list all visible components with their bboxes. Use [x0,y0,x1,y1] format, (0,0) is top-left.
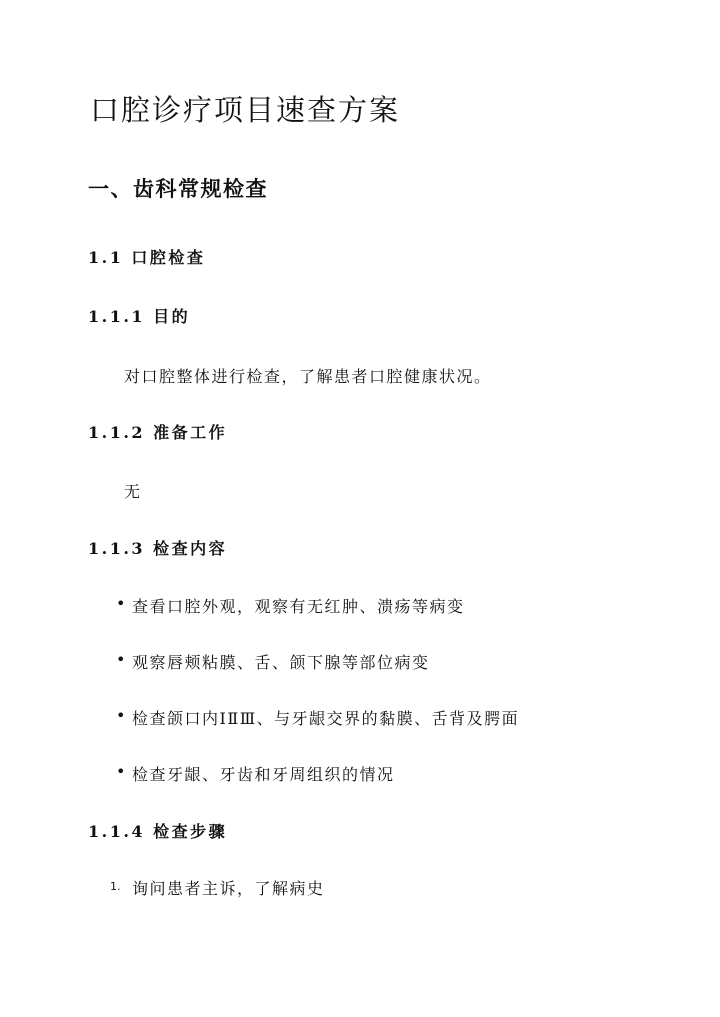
list-item-text: 观察唇颊粘膜、舌、颌下腺等部位病变 [132,653,430,672]
content-heading: 1.1.3 检查内容 [88,539,228,558]
bullet-marker: • [116,762,126,781]
bullet-marker: • [116,706,126,725]
list-item-text: 检查颌口内ⅠⅡⅢ、与牙龈交界的黏膜、舌背及腭面 [132,709,520,728]
preparation-heading: 1.1.2 准备工作 [88,423,228,442]
preparation-text: 无 [124,482,142,501]
purpose-heading: 1.1.1 目的 [88,307,191,326]
step-number: 1. [110,880,121,893]
section-heading: 一、齿科常规检查 [88,176,268,201]
document-title: 口腔诊疗项目速查方案 [90,93,401,127]
subsection-heading: 1.1 口腔检查 [88,248,206,267]
list-item-text: 查看口腔外观，观察有无红肿、溃疡等病变 [132,597,465,616]
bullet-marker: • [116,650,126,669]
steps-heading: 1.1.4 检查步骤 [88,822,228,841]
list-item-text: 检查牙龈、牙齿和牙周组织的情况 [132,765,395,784]
step-text: 询问患者主诉，了解病史 [132,879,325,898]
bullet-marker: • [116,594,126,613]
purpose-text: 对口腔整体进行检查，了解患者口腔健康状况。 [124,367,492,386]
